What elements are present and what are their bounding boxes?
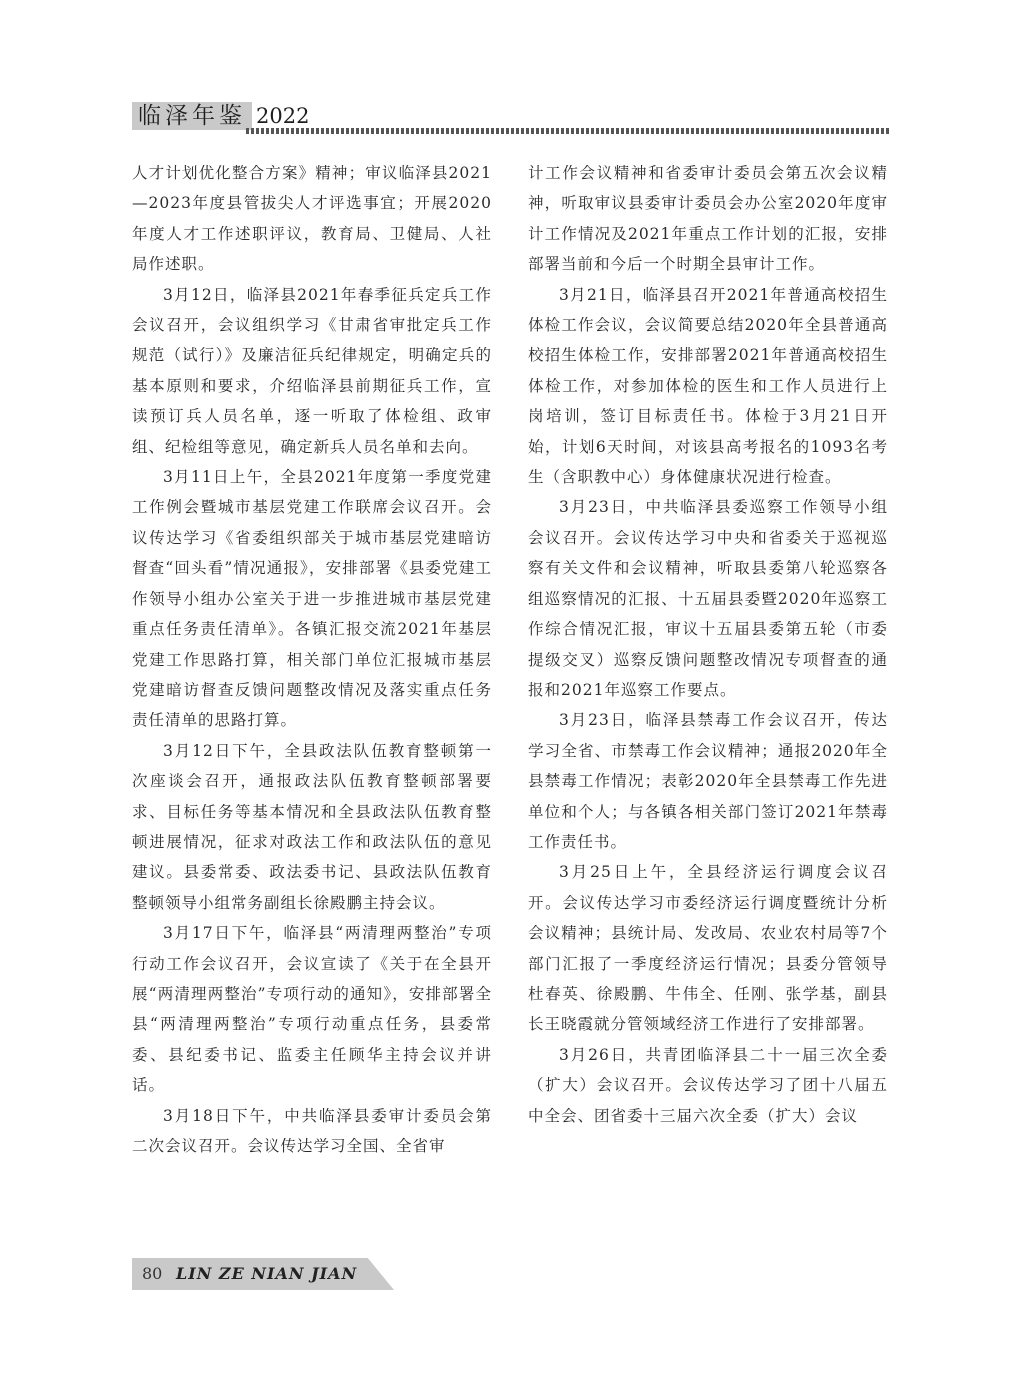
footer-title: LIN ZE NIAN JIAN [176, 1264, 358, 1283]
paragraph: 3月25日上午，全县经济运行调度会议召开。会议传达学习市委经济运行调度暨统计分析会议精神；县统计局、发改局、农业农村局等7个部门汇报了一季度经济运行情况；县委分管领导杜春英、徐殿鹏、牛伟全、任刚、张学基，副县长王晓霞就分管领域经济工作进行了安排部署。 [528, 863, 888, 1034]
paragraph: 3月17日下午，临泽县“两清理两整治”专项行动工作会议召开，会议宣读了《关于在全县开展“两清理两整治”专项行动的通知》，安排部署全县“两清理两整治”专项行动重点任务，县委常委、县纪委书记、监委主任顾华主持会议并讲话。 [132, 924, 492, 1095]
paragraph: 3月23日，临泽县禁毒工作会议召开，传达学习全省、市禁毒工作会议精神；通报2020年全县禁毒工作情况；表彰2020年全县禁毒工作先进单位和个人；与各镇各相关部门签订2021年禁毒工作责任书。 [528, 711, 888, 851]
paragraph: 3月18日下午，中共临泽县委审计委员会第二次会议召开。会议传达学习全国、全省审 [132, 1106, 492, 1155]
paragraph: 人才计划优化整合方案》精神；审议临泽县2021—2023年度县管拔尖人才评选事宜；开展2020年度人才工作述职评议，教育局、卫健局、人社局作述职。 [132, 164, 492, 274]
paragraph: 计工作会议精神和省委审计委员会第五次会议精神，听取审议县委审计委员会办公室2020年度审计工作情况及2021年重点工作计划的汇报，安排部署当前和今后一个时期全县审计工作。 [528, 164, 888, 274]
right-column [528, 158, 888, 1131]
running-header [132, 98, 890, 138]
page-number: 80 [142, 1264, 163, 1283]
yearbook-title: 临泽年鉴 [132, 102, 252, 130]
left-column [132, 158, 492, 1161]
paragraph: 3月23日，中共临泽县委巡察工作领导小组会议召开。会议传达学习中央和省委关于巡视巡察有关文件和会议精神，听取县委第八轮巡察各组巡察情况的汇报、十五届县委暨2020年巡察工作综合情况汇报，审议十五届县委第五轮（市委提级交叉）巡察反馈问题整改情况专项督查的通报和2021年巡察工作要点。 [528, 498, 888, 699]
page-footer [132, 1258, 394, 1290]
paragraph: 3月26日，共青团临泽县二十一届三次全委（扩大）会议召开。会议传达学习了团十八届五中全会、团省委十三届六次全委（扩大）会议 [528, 1045, 888, 1125]
paragraph: 3月12日下午，全县政法队伍教育整顿第一次座谈会召开，通报政法队伍教育整顿部署要求、目标任务等基本情况和全县政法队伍教育整顿进展情况，征求对政法工作和政法队伍的意见建议。县委常委、政法委书记、县政法队伍教育整顿领导小组常务副组长徐殿鹏主持会议。 [132, 741, 492, 912]
paragraph: 3月11日上午，全县2021年度第一季度党建工作例会暨城市基层党建工作联席会议召开。会议传达学习《省委组织部关于城市基层党建暗访督查“回头看”情况通报》，安排部署《县委党建工作领导小组办公室关于进一步推进城市基层党建重点任务责任清单》。各镇汇报交流2021年基层党建工作思路打算，相关部门单位汇报城市基层党建暗访督查反馈问题整改情况及落实重点任务责任清单的思路打算。 [132, 468, 492, 730]
paragraph: 3月21日，临泽县召开2021年普通高校招生体检工作会议，会议简要总结2020年全县普通高校招生体检工作，安排部署2021年普通高校招生体检工作，对参加体检的医生和工作人员进行上岗培训，签订目标责任书。体检于3月21日开始，计划6天时间，对该县高考报名的1093名考生（含职教中心）身体健康状况进行检查。 [528, 285, 888, 487]
yearbook-year: 2022 [256, 104, 310, 128]
header-dotted-rule [246, 128, 890, 134]
paragraph: 3月12日，临泽县2021年春季征兵定兵工作会议召开，会议组织学习《甘肃省审批定兵工作规范（试行）》及廉洁征兵纪律规定，明确定兵的基本原则和要求，介绍临泽县前期征兵工作，宣读预订兵人员名单，逐一听取了体检组、政审组、纪检组等意见，确定新兵人员名单和去向。 [132, 285, 492, 456]
